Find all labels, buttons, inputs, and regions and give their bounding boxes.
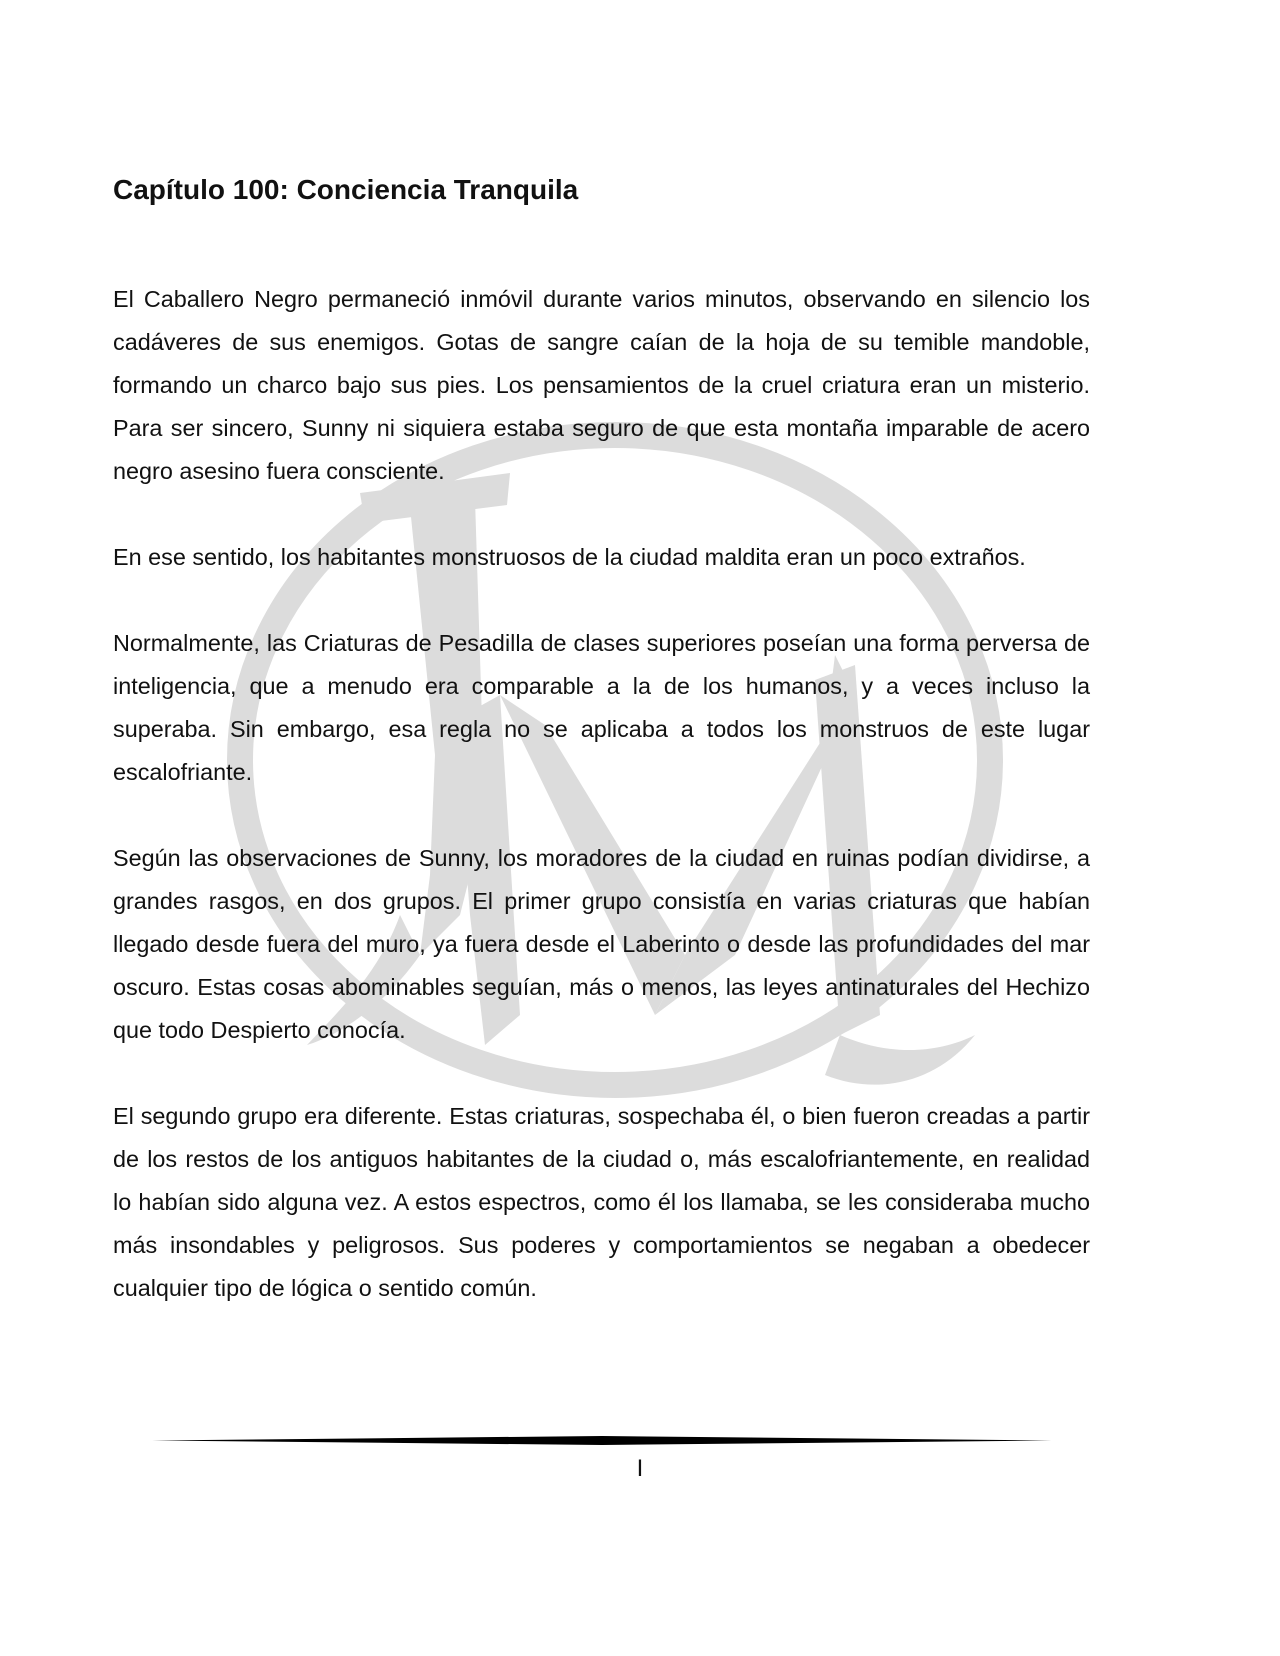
- paragraph: Normalmente, las Criaturas de Pesadilla de clases superiores poseían una forma perversa de inteligencia, que a menudo era comparable a la de los humanos, y a veces incluso la superaba. Sin embargo, esa regla no se aplicaba a todos los monstruos de este lugar escalofriante.: [113, 630, 1090, 785]
- chapter-title: Capítulo 100: Conciencia Tranquila: [113, 174, 579, 205]
- paragraph: El segundo grupo era diferente. Estas criaturas, sospechaba él, o bien fueron creadas a partir de los restos de los antiguos habitantes de la ciudad o, más escalofriantemente, en realidad lo habían sido alguna vez. A estos espectros, como él los llamaba, se les consideraba mucho más insondables y peligrosos. Sus poderes y comportamientos se negaban a obedecer cualquier tipo de lógica o sentido común.: [113, 1103, 1090, 1301]
- footer-divider: [152, 1435, 1052, 1447]
- paragraph: El Caballero Negro permaneció inmóvil durante varios minutos, observando en silencio los cadáveres de sus enemigos. Gotas de sangre caían de la hoja de su temible mandoble, formando un charco bajo sus pies. Los pensamientos de la cruel criatura eran un misterio. Para ser sincero, Sunny ni siquiera estaba seguro de que esta montaña imparable de acero negro asesino fuera consciente.: [113, 286, 1090, 484]
- paragraph: En ese sentido, los habitantes monstruosos de la ciudad maldita eran un poco extraños.: [113, 544, 1026, 570]
- paragraph: Según las observaciones de Sunny, los moradores de la ciudad en ruinas podían dividirse, a grandes rasgos, en dos grupos. El primer grupo consistía en varias criaturas que habían llegado desde fuera del muro, ya fuera desde el Laberinto o desde las profundidades del mar oscuro. Estas cosas abominables seguían, más o menos, las leyes antinaturales del Hechizo que todo Despierto conocía.: [113, 845, 1090, 1043]
- page-number: I: [636, 1455, 644, 1482]
